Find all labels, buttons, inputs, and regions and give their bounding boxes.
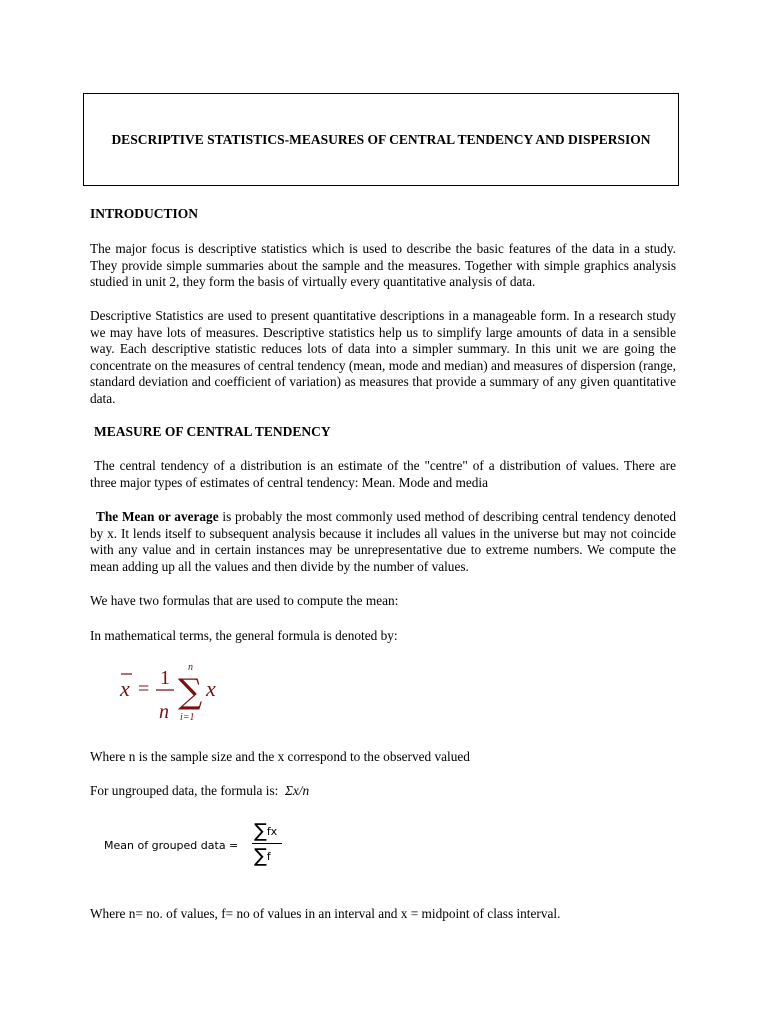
mean-formula bbox=[112, 660, 242, 730]
grouped-sigma-bottom: ∑ bbox=[254, 845, 267, 867]
grouped-mean-formula bbox=[104, 820, 304, 870]
where-definitions-text: Where n= no. of values, f= no of values in an interval and x = midpoint of class interval. bbox=[90, 906, 561, 921]
where-n-text: Where n is the sample size and the x correspond to the observed valued bbox=[90, 749, 470, 764]
formula-denominator: n bbox=[159, 701, 169, 723]
grouped-numerator bbox=[254, 820, 277, 842]
ungrouped-formula: Σx/n bbox=[285, 783, 310, 798]
math-terms-text: In mathematical terms, the general formula is denoted by: bbox=[90, 628, 398, 643]
grouped-den-text: f bbox=[266, 850, 271, 863]
sigma-symbol: ∑ bbox=[178, 672, 203, 712]
ungrouped-label: For ungrouped data, the formula is: bbox=[90, 783, 279, 798]
formula-lhs: x bbox=[120, 676, 130, 701]
intro-paragraph-1: The major focus is descriptive statistics which is used to describe the basic features of the data in a study. They provide simple summaries about the sample and the measures. Together with simple graphics analysis studied in unit 2, they form the basis of virtually every quantitative analysis of data. bbox=[90, 241, 676, 290]
document-title: DESCRIPTIVE STATISTICS-MEASURES OF CENTRAL TENDENCY AND DISPERSION bbox=[111, 131, 651, 147]
grouped-sigma-top: ∑ bbox=[254, 820, 267, 842]
grouped-fraction bbox=[250, 820, 286, 868]
formula-equals: = bbox=[138, 678, 150, 700]
mean-bold-term: The Mean or average bbox=[96, 509, 219, 524]
formula-summand: x bbox=[206, 676, 216, 701]
formula-numerator: 1 bbox=[160, 667, 170, 689]
ungrouped-line bbox=[90, 783, 309, 800]
grouped-label bbox=[104, 839, 238, 852]
central-tendency-paragraph: The central tendency of a distribution is an estimate of the "centre" of a distribution of values. There are three major types of estimates of central tendency: Mean. Mode and media bbox=[90, 458, 676, 490]
intro-paragraph-2: Descriptive Statistics are used to present quantitative descriptions in a manageable form. In a research study we may have lots of measures. Descriptive statistics help us to simplify large amounts of data in a sensible way. Each descriptive statistic reduces lots of data into a simpler summary. In this unit we are going the concentrate on the measures of central tendency (mean, mode and median) and measures of dispersion (range, standard deviation and coefficient of variation) as measures that provide a summary of any given quantitative data. bbox=[90, 308, 676, 406]
central-tendency-heading: MEASURE OF CENTRAL TENDENCY bbox=[94, 424, 331, 439]
grouped-label-mean: Mean bbox=[104, 839, 134, 852]
sum-upper-limit: n bbox=[188, 662, 193, 673]
title-box bbox=[83, 93, 679, 186]
introduction-heading: INTRODUCTION bbox=[90, 206, 199, 221]
sum-lower-limit: i=1 bbox=[180, 712, 195, 723]
grouped-fraction-bar bbox=[252, 843, 282, 844]
mean-paragraph-text: is probably the most commonly used method of describing central tendency denoted by x. It lends itself to subsequent analysis because it includes all values in the universe but may not coincide with any value and in certain instances may be unrepresentative due to extreme numbers. We compute the mean adding up all the values and then divide by the number of values. bbox=[90, 509, 677, 574]
grouped-num-text: fx bbox=[266, 825, 278, 838]
grouped-denominator bbox=[254, 845, 271, 867]
two-formulas-text: We have two formulas that are used to compute the mean: bbox=[90, 593, 399, 608]
mean-paragraph bbox=[90, 509, 676, 575]
grouped-label-rest: of grouped data = bbox=[137, 839, 239, 852]
